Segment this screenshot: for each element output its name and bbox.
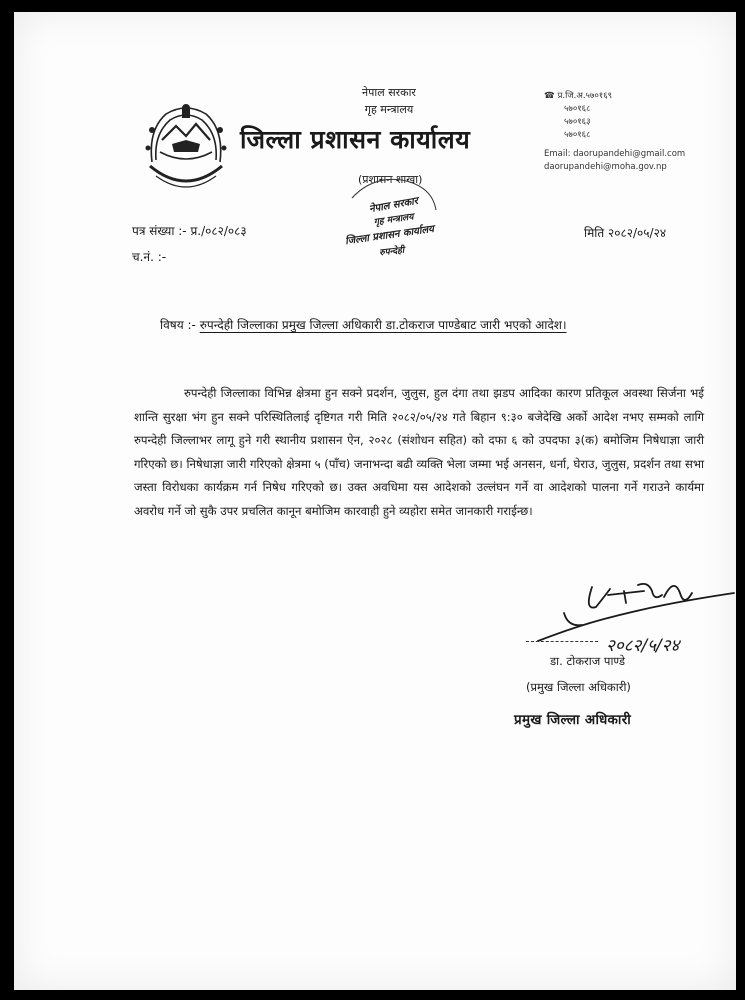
government-heading — [344, 84, 434, 118]
phone-number: ५७०१६८ — [564, 104, 591, 114]
seal-text-4: रुपन्देही — [378, 245, 405, 259]
government-name: नेपाल सरकार — [362, 86, 416, 99]
phone-number: प्र.जि.अ.५७०१६९ — [557, 91, 613, 101]
handwritten-signature — [534, 567, 736, 657]
office-seal — [332, 168, 452, 278]
email-address: daorupandehi@gmail.com — [573, 149, 686, 159]
designation-stamp: प्रमुख जिल्ला अधिकारी — [514, 712, 632, 728]
contact-block — [544, 90, 685, 174]
phone-row — [544, 90, 685, 103]
subject-line — [160, 316, 705, 333]
signer-name: डा. टोकराज पाण्डे — [550, 654, 626, 668]
ministry-name: गृह मन्त्रालय — [364, 103, 414, 116]
email-address: daorupandehi@moha.gov.np — [544, 162, 667, 172]
seal-text-2: गृह मन्त्रालय — [373, 212, 415, 228]
phone-number: ५७०१६३ — [564, 117, 591, 127]
phone-number: ५७०१६८ — [564, 130, 591, 140]
letter-date: मिति २०८२/०५/२४ — [584, 226, 667, 240]
subject-text: रुपन्देही जिल्लाका प्रमुख जिल्ला अधिकारी डा.टोकराज पाण्डेबाट जारी भएको आदेश। — [199, 318, 567, 332]
nepal-emblem-icon — [142, 100, 230, 200]
office-title: जिल्ला प्रशासन कार्यालय — [240, 125, 471, 154]
body-paragraph: रुपन्देही जिल्लाका विभिन्न क्षेत्रमा हुन सक्ने प्रदर्शन, जुलुस, हुल दंगा तथा झडप आदिका कारण प्रतिकूल अवस्था सिर्जना भई शान्ति सुरक्षा भंग हुन सक्ने परिस्थितिलाई दृष्टिगत गरी मिति २०८२/०५/२४ गते बिहान ९:३० बजेदेखि अर्को आदेश नभए सम्मको लागि रुपन्देही जिल्लाभर लागू हुने गरी स्थानीय प्रशासन ऐन, २०२८ (संशोधन सहित) को दफा ६ को उपदफा ३(क) बमोजिम निषेधाज्ञा जारी गरिएको छ। निषेधाज्ञा जारी गरिएको क्षेत्रमा ५ (पाँच) जनाभन्दा बढी व्यक्ति भेला जम्मा भई अनसन, धर्ना, घेराउ, जुलुस, प्रदर्शन तथा सभा जस्ता विरोधका कार्यक्रम गर्न निषेध गरिएको छ। उक्त अवधिमा यस आदेशको उल्लंघन गर्ने वा आदेशको पालना गर्ने गराउने कार्यमा अवरोध गर्ने जो सुकै उपर प्रचलित कानून बमोजिम कारवाही हुने व्यहोरा समेत जानकारी गराईन्छ। — [134, 386, 704, 518]
dispatch-number: च.नं. :- — [132, 250, 167, 264]
handwritten-date: २०८२/५/२४ — [606, 636, 680, 656]
email-label: Email: — [544, 149, 571, 159]
reference-number: पत्र संख्या :- प्र./०८२/०८३ — [132, 224, 247, 238]
signer-title: (प्रमुख जिल्ला अधिकारी) — [526, 680, 631, 694]
branch-name: (प्रशासन शाखा) — [358, 173, 423, 186]
letter-page — [14, 12, 736, 990]
seal-text-3: जिल्ला प्रशासन कार्यालय — [344, 223, 435, 248]
seal-text-1: नेपाल सरकार — [368, 195, 419, 216]
signature-line — [526, 641, 598, 642]
email-row — [544, 148, 685, 161]
subject-label: विषय :- — [160, 318, 196, 332]
phone-icon: ☎ — [544, 91, 555, 101]
